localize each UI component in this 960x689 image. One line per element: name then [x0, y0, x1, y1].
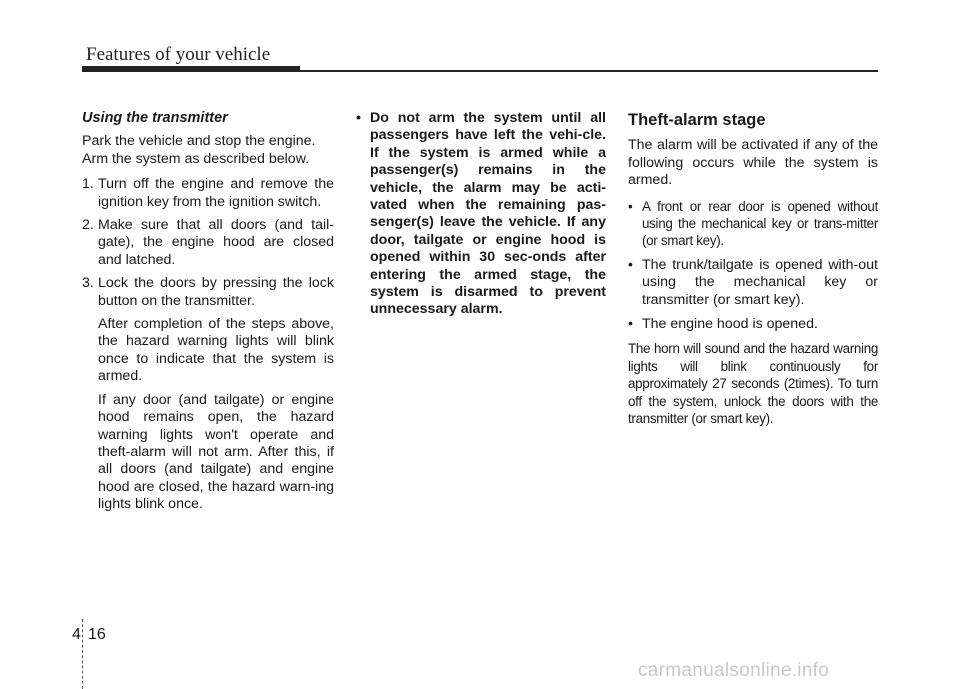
intro-paragraph: Park the vehicle and stop the engine. Arm the system as described below. — [82, 133, 316, 167]
armed-confirmation-paragraph: After completion of the steps above, the hazard warning lights will blink once to indicate that the system is armed. — [98, 316, 334, 385]
header-rule-thin — [300, 70, 878, 72]
page-number: 16 — [88, 626, 106, 643]
column-left — [82, 110, 334, 520]
chapter-number: 4 — [72, 626, 81, 643]
watermark: carmanualsonline.info — [638, 660, 830, 681]
footer-divider — [82, 619, 84, 689]
step-item — [82, 176, 334, 211]
list-item — [628, 257, 878, 309]
step-text: Turn off the engine and remove the ignition key from the ignition switch. — [98, 176, 334, 210]
theft-alarm-intro: The alarm will be activated if any of the following occurs while the system is armed. — [628, 137, 878, 189]
subheading-using-transmitter: Using the transmitter — [82, 110, 228, 126]
step-number: 1. — [82, 176, 94, 193]
bullet-icon: • — [628, 256, 633, 273]
bullet-icon: • — [356, 110, 361, 126]
step-number: 2. — [82, 217, 94, 234]
header-rule-thick — [82, 66, 300, 72]
warning-bullet — [356, 110, 606, 319]
step-text: Make sure that all doors (and tail-gate), the engine hood are closed and latched. — [98, 217, 334, 268]
section-heading-theft-alarm-stage: Theft-alarm stage — [628, 111, 766, 129]
column-right — [628, 110, 878, 436]
step-text: Lock the doors by pressing the lock button on the transmitter. — [98, 275, 334, 309]
open-door-paragraph: If any door (and tailgate) or engine hood remains open, the hazard warning lights won't operate and theft-alarm will not arm. After this, if all doors (and tailgate) and engine hood are closed, the hazard warn-ing lights blink once. — [98, 391, 334, 513]
list-item-text: The trunk/tailgate is opened with-out using the mechanical key or transmitter (or smart key). — [642, 256, 878, 308]
bullet-icon: • — [628, 316, 633, 333]
header-title: Features of your vehicle — [86, 44, 271, 65]
list-item-text: The engine hood is opened. — [642, 316, 818, 333]
list-item — [628, 316, 878, 333]
step-item — [82, 275, 334, 310]
step-number: 3. — [82, 275, 94, 292]
closing-paragraph: The horn will sound and the hazard warning lights will blink continuously for approximately 27 seconds (2times). To turn off the system, unlock the doors with the transmitter (or smart key). — [628, 341, 878, 427]
column-middle — [356, 110, 606, 326]
list-item-text: A front or rear door is opened without using the mechanical key or trans-mitter (or smart key). — [642, 198, 878, 249]
list-item — [628, 198, 878, 250]
step-item — [82, 217, 334, 269]
bullet-icon: • — [628, 198, 633, 214]
warning-text: Do not arm the system until all passengers have left the vehi-cle. If the system is armed while a passenger(s) remains in the vehicle, the alarm may be acti-vated when the remaining pas-senger(s) leave the vehicle. If any door, tailgate or engine hood is opened within 30 sec-onds after entering the armed stage, the system is disarmed to prevent unnecessary alarm. — [370, 110, 606, 318]
